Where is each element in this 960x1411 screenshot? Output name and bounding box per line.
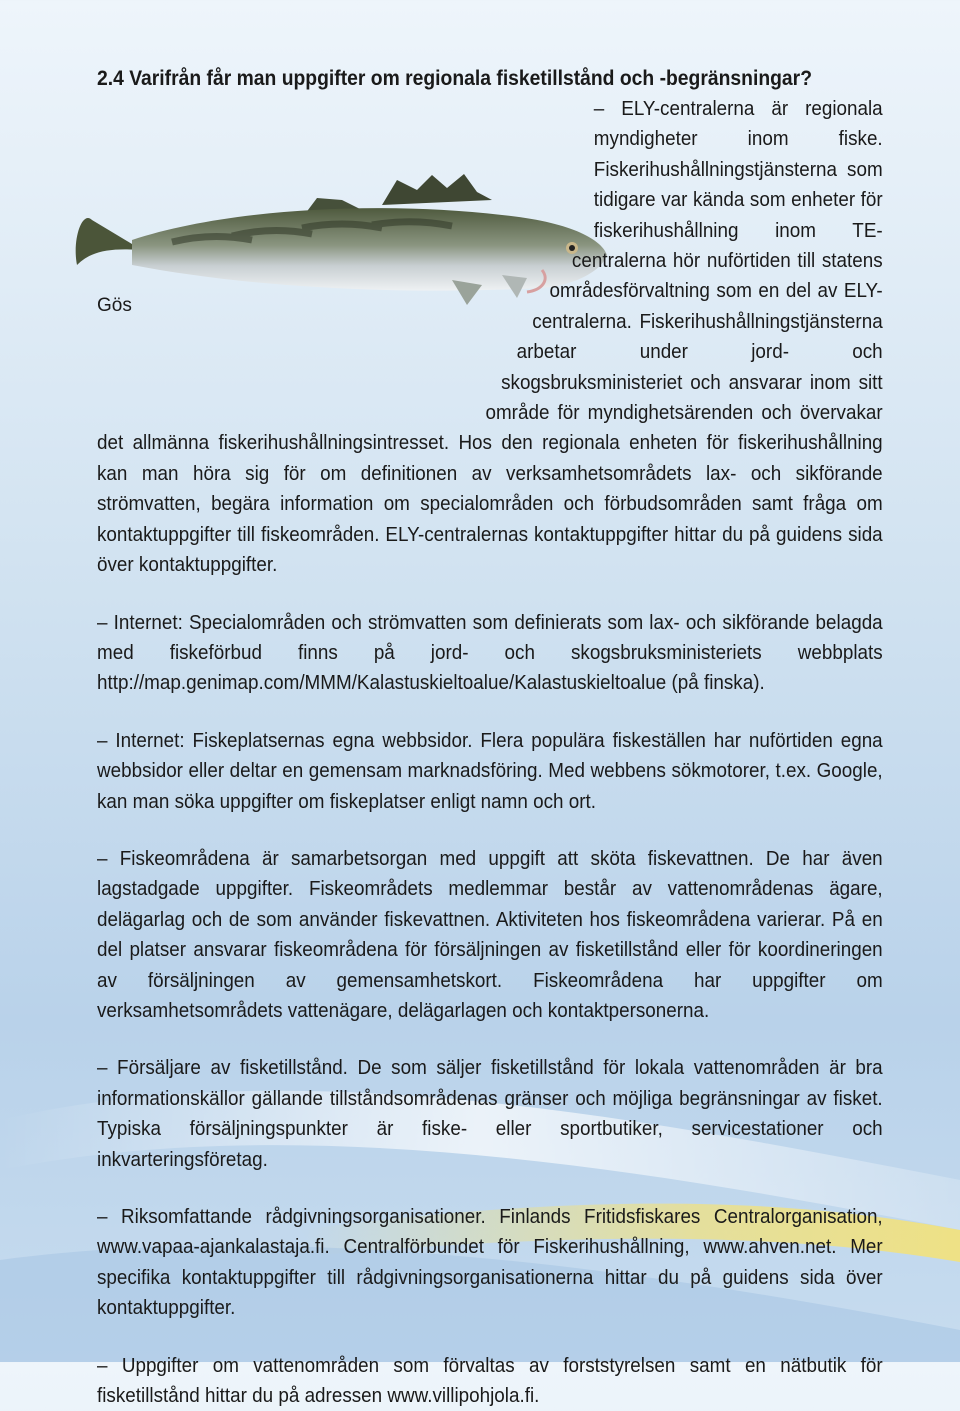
section-heading: 2.4 Varifrån får man uppgifter om regionala fisketillstånd och -begränsningar?: [97, 67, 812, 90]
paragraph-forsaljare: – Försäljare av fisketillstånd. De som säljer fisketillstånd för lokala vattenområden är bra informationskällor gällande tillståndsområdenas gränser och möjliga begränsningar av fisket. Typiska försäljningspunkter är fiske- eller sportbutiker, servicestationer och inkvarteringsföretag.: [97, 1056, 883, 1171]
document-page: [97, 64, 883, 1411]
image-float-space: [97, 154, 594, 400]
paragraph-fiskeomraden: – Fiskeområdena är samarbetsorgan med uppgift att sköta fiskevattnen. De har även lagstadgade uppgifter. Fiskeområdets medlemmar består av vattenområdenas ägare, delägarlag och de som använder fiskevattnen. Aktiviteten hos fiskeområdena varierar. På en del platser ansvarar fiskeområdena för försäljningen av fisketillstånd eller för koordineringen av försäljningen av gemensamhetskort. Fiskeområdena har uppgifter om verksamhetsområdets vattenägare, delägarlagen och kontaktpersonerna.: [97, 846, 883, 1022]
paragraph-riksomfattande: – Riksomfattande rådgivningsorganisationer. Finlands Fritidsfiskares Centralorganisation, www.vapaa-ajankalastaja.fi. Centralförbundet för Fiskerihushållning, www.ahven.net. Mer specifika kontaktuppgifter till rådgivningsorganisationerna hittar du på guidens sida över kontaktuppgifter.: [97, 1205, 883, 1320]
paragraph-internet-websites: – Internet: Fiskeplatsernas egna webbsidor. Flera populära fiskeställen har nuförtiden egna webbsidor eller deltar en gemensam marknadsföring. Med webbens sökmotorer, t.ex. Google, kan man söka uppgifter om fiskeplatser enligt namn och ort.: [97, 728, 883, 813]
image-caption: Gös: [97, 295, 132, 316]
paragraph-forststyrelsen: – Uppgifter om vattenområden som förvaltas av forststyrelsen samt en nätbutik för fisketillstånd hittar du på adressen www.villipohjola.fi.: [97, 1353, 883, 1408]
paragraph-ely: – ELY-centralerna är regionala myndigheter inom fiske. Fiskerihushållningstjänsterna som tidigare var kända som enheter för fiskerihushållning inom TE-centralerna hör nuförtiden till statens områdesförvaltning som en del av ELY-centralerna. Fiskerihushållningstjänsterna arbetar under jord- och skogsbruksministeriet och ansvarar inom sitt område för myndighetsärenden och övervakar det allmänna fiskerihushållningsintresset. Hos den regionala enheten för fiskerihushållning kan man höra sig för om definitionen av verksamhetsområdets lax- och sikförande strömvatten, begära information om specialområden och förbudsområden samt fråga om kontaktuppgifter till fiskeområden. ELY-centralernas kontaktuppgifter hittar du på guidens sida över kontaktuppgifter.: [97, 97, 883, 577]
paragraph-internet-special: – Internet: Specialområden och strömvatten som definierats som lax- och sikförande belagda med fiskeförbud finns på jord- och skogsbruksministeriets webbplats http://map.genimap.com/MMM/Kalastuskieltoalue/Kalastuskieltoalue (på finska).: [97, 610, 883, 695]
